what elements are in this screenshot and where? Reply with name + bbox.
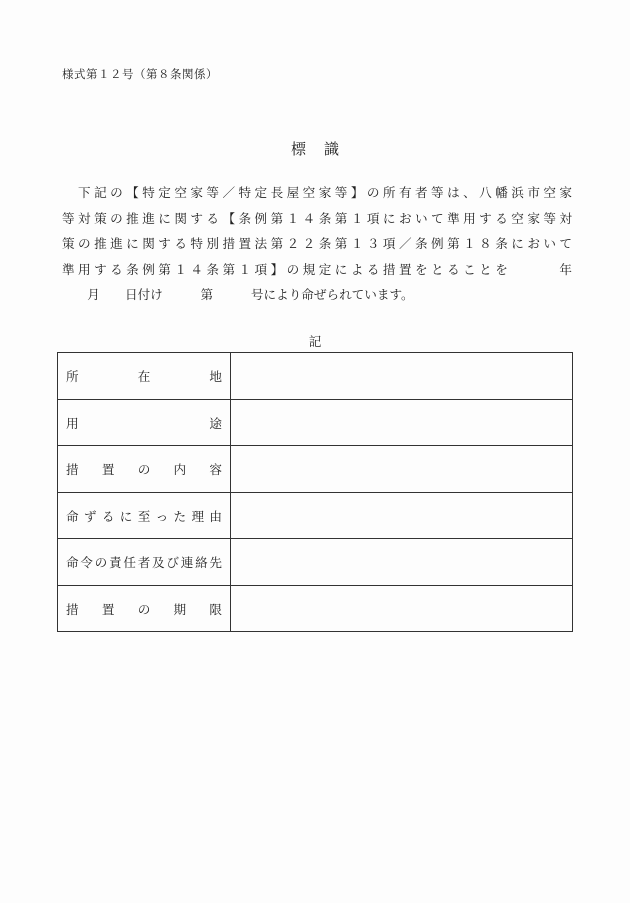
table-row: [58, 585, 573, 632]
body-text: [62, 180, 572, 308]
table-row: [58, 492, 573, 539]
body-line: 月 日付け 第 号により命ぜられています。: [62, 287, 414, 302]
row-value-cell: [231, 353, 573, 400]
row-value-cell: [231, 399, 573, 446]
form-number: 様式第１２号（第８条関係）: [62, 67, 218, 81]
ki-heading: 記: [308, 334, 322, 349]
row-value-cell: [231, 492, 573, 539]
body-line: 策の推進に関する特別措置法第２２条第１３項／条例第１８条において: [62, 236, 572, 251]
row-label-cell: [58, 585, 231, 632]
page-title: 標識: [290, 140, 357, 158]
row-label-cell: [58, 399, 231, 446]
row-label: 措置の内容: [66, 462, 222, 478]
row-label: 命令の責任者及び連絡先: [66, 555, 222, 571]
row-label: 所在地: [66, 369, 222, 385]
body-line: 準用する条例第１４条第１項】の規定による措置をとることを 年: [62, 261, 572, 277]
row-label: 命ずるに至った理由: [66, 508, 222, 524]
items-table: [57, 352, 573, 632]
body-line: 等対策の推進に関する【条例第１４条第１項において準用する空家等対: [62, 210, 572, 226]
body-line: 下記の【特定空家等／特定長屋空家等】の所有者等は、八幡浜市空家: [62, 185, 572, 200]
row-value-cell: [231, 585, 573, 632]
table-row: [58, 539, 573, 586]
row-label-cell: [58, 353, 231, 400]
row-label-cell: [58, 446, 231, 493]
row-value-cell: [231, 446, 573, 493]
row-label: 措置の期限: [66, 601, 222, 617]
row-label-cell: [58, 492, 231, 539]
row-value-cell: [231, 539, 573, 586]
row-label: 用途: [66, 415, 222, 431]
table-row: [58, 446, 573, 493]
table-row: [58, 353, 573, 400]
table-row: [58, 399, 573, 446]
row-label-cell: [58, 539, 231, 586]
